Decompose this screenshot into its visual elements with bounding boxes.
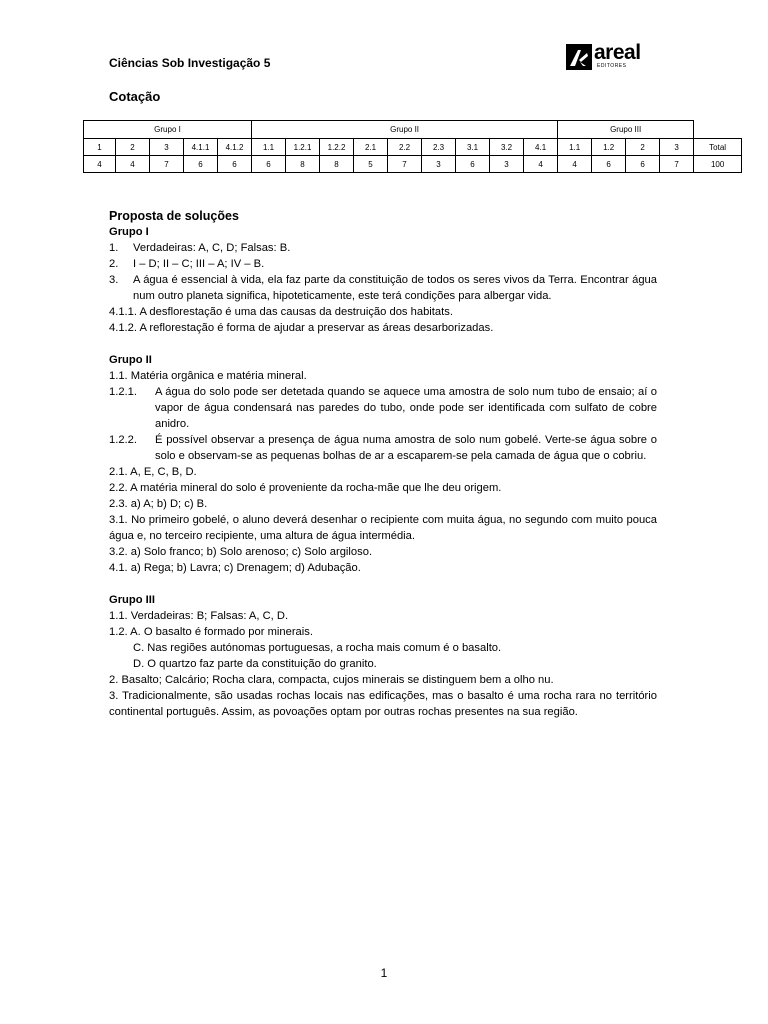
points-cell: 6	[456, 156, 490, 173]
list-item	[109, 240, 657, 256]
answer-line: 3.1. No primeiro gobelé, o aluno deverá desenhar o recipiente com muita água, no segundo com muito pouca água e, no terceiro recipiente, uma altura de água intermédia.	[109, 514, 657, 542]
group-header: Grupo III	[558, 121, 694, 139]
answer-line: 2.3. a) A; b) D; c) B.	[109, 498, 208, 510]
question-cell: 4.1.1	[184, 139, 218, 156]
question-cell: 2.2	[388, 139, 422, 156]
question-cell: 1.2.1	[286, 139, 320, 156]
points-cell: 6	[626, 156, 660, 173]
answer-line: D. O quartzo faz parte da constituição do granito.	[133, 658, 377, 670]
group-2-heading: Grupo II	[109, 354, 152, 366]
group-header: Grupo I	[84, 121, 252, 139]
logo-subtitle: EDITORES	[597, 63, 627, 69]
answer-line: 1.1. Verdadeiras: B; Falsas: A, C, D.	[109, 610, 289, 622]
points-cell: 7	[150, 156, 184, 173]
points-cell: 3	[490, 156, 524, 173]
points-cell: 5	[354, 156, 388, 173]
item-text: Verdadeiras: A, C, D; Falsas: B.	[133, 242, 291, 254]
item-text: A água do solo pode ser detetada quando se aquece uma amostra de solo num tubo de ensaio; aí o vapor de água condensará nas paredes do tubo, onde pode ser identificada com sulfato de cobre anidro.	[155, 386, 657, 430]
answer-line: 3.2. a) Solo franco; b) Solo arenoso; c) Solo argiloso.	[109, 546, 373, 558]
answer-line: 2.2. A matéria mineral do solo é proveniente da rocha-mãe que lhe deu origem.	[109, 482, 502, 494]
answer-line: 1.1. Matéria orgânica e matéria mineral.	[109, 370, 307, 382]
points-cell: 3	[422, 156, 456, 173]
question-cell: 1.2.2	[320, 139, 354, 156]
page-number: 1	[380, 966, 388, 980]
answer-line: 2.1. A, E, C, B, D.	[109, 466, 197, 478]
cotacao-heading: Cotação	[109, 89, 161, 104]
item-text: É possível observar a presença de água numa amostra de solo num gobelé. Verte-se água sobre o solo e observam-se as pequenas bolhas de ar a escaparem-se pela camada de água que o cobriu.	[155, 434, 657, 462]
question-cell: 3.2	[490, 139, 524, 156]
item-text: I – D; II – C; III – A; IV – B.	[133, 258, 265, 270]
question-cell: 2	[116, 139, 150, 156]
question-cell: 1.1	[252, 139, 286, 156]
question-cell: 2.1	[354, 139, 388, 156]
total-header-cell: Total	[694, 139, 742, 156]
points-cell: 6	[252, 156, 286, 173]
logo-wordmark: areal	[594, 41, 641, 64]
question-cell: 2.3	[422, 139, 456, 156]
total-points-cell: 100	[694, 156, 742, 173]
question-cell: 4.1.2	[218, 139, 252, 156]
table-points-row	[84, 156, 742, 173]
item-text: A água é essencial à vida, ela faz parte da constituição de todos os seres vivos da Terra. Encontrar água num outro planeta significa, hipoteticamente, este terá condições para albergar vida.	[133, 274, 657, 302]
question-cell: 1.1	[558, 139, 592, 156]
document-title: Ciências Sob Investigação 5	[109, 56, 271, 70]
points-cell: 6	[184, 156, 218, 173]
answer-line: 2. Basalto; Calcário; Rocha clara, compacta, cujos minerais se distinguem bem a olho nu.	[109, 674, 554, 686]
answer-line: 4.1.2. A reflorestação é forma de ajudar a preservar as áreas desarborizadas.	[109, 322, 494, 334]
answer-line: 4.1. a) Rega; b) Lavra; c) Drenagem; d) Adubação.	[109, 562, 361, 574]
cotacao-table	[83, 120, 742, 173]
list-item	[109, 256, 657, 272]
points-cell: 7	[388, 156, 422, 173]
list-item	[109, 384, 657, 432]
question-cell: 3	[660, 139, 694, 156]
answer-line: 3. Tradicionalmente, são usadas rochas locais nas edificações, mas o basalto é uma rocha rara no território continental português. Assim, as povoações optam por outras rochas presentes na sua região.	[109, 690, 657, 718]
points-cell: 4	[84, 156, 116, 173]
points-cell: 8	[320, 156, 354, 173]
item-number: 2.	[109, 258, 119, 270]
question-cell: 3.1	[456, 139, 490, 156]
list-item	[109, 432, 657, 464]
answer-line: C. Nas regiões autónomas portuguesas, a rocha mais comum é o basalto.	[133, 642, 502, 654]
item-number: 1.2.2.	[109, 434, 137, 446]
item-number: 1.2.1.	[109, 386, 137, 398]
list-item	[109, 272, 657, 304]
answer-line: 1.2. A. O basalto é formado por minerais.	[109, 626, 313, 638]
item-number: 1.	[109, 242, 119, 254]
question-cell: 1	[84, 139, 116, 156]
group-header: Grupo II	[252, 121, 558, 139]
solutions-heading: Proposta de soluções	[109, 209, 239, 223]
question-cell: 3	[150, 139, 184, 156]
solutions-section	[109, 208, 657, 720]
group-3-heading: Grupo III	[109, 594, 155, 606]
points-cell: 4	[558, 156, 592, 173]
table-question-row	[84, 139, 742, 156]
question-cell: 4.1	[524, 139, 558, 156]
group-1-heading: Grupo I	[109, 226, 149, 238]
points-cell: 8	[286, 156, 320, 173]
points-cell: 6	[218, 156, 252, 173]
answer-line: 4.1.1. A desflorestação é uma das causas da destruição dos habitats.	[109, 306, 453, 318]
logo-mark-icon	[566, 44, 592, 70]
points-cell: 6	[592, 156, 626, 173]
points-cell: 7	[660, 156, 694, 173]
points-cell: 4	[116, 156, 150, 173]
empty-cell	[694, 121, 742, 139]
publisher-logo	[566, 41, 661, 72]
points-cell: 4	[524, 156, 558, 173]
item-number: 3.	[109, 274, 119, 286]
question-cell: 1.2	[592, 139, 626, 156]
table-group-row	[84, 121, 742, 139]
question-cell: 2	[626, 139, 660, 156]
